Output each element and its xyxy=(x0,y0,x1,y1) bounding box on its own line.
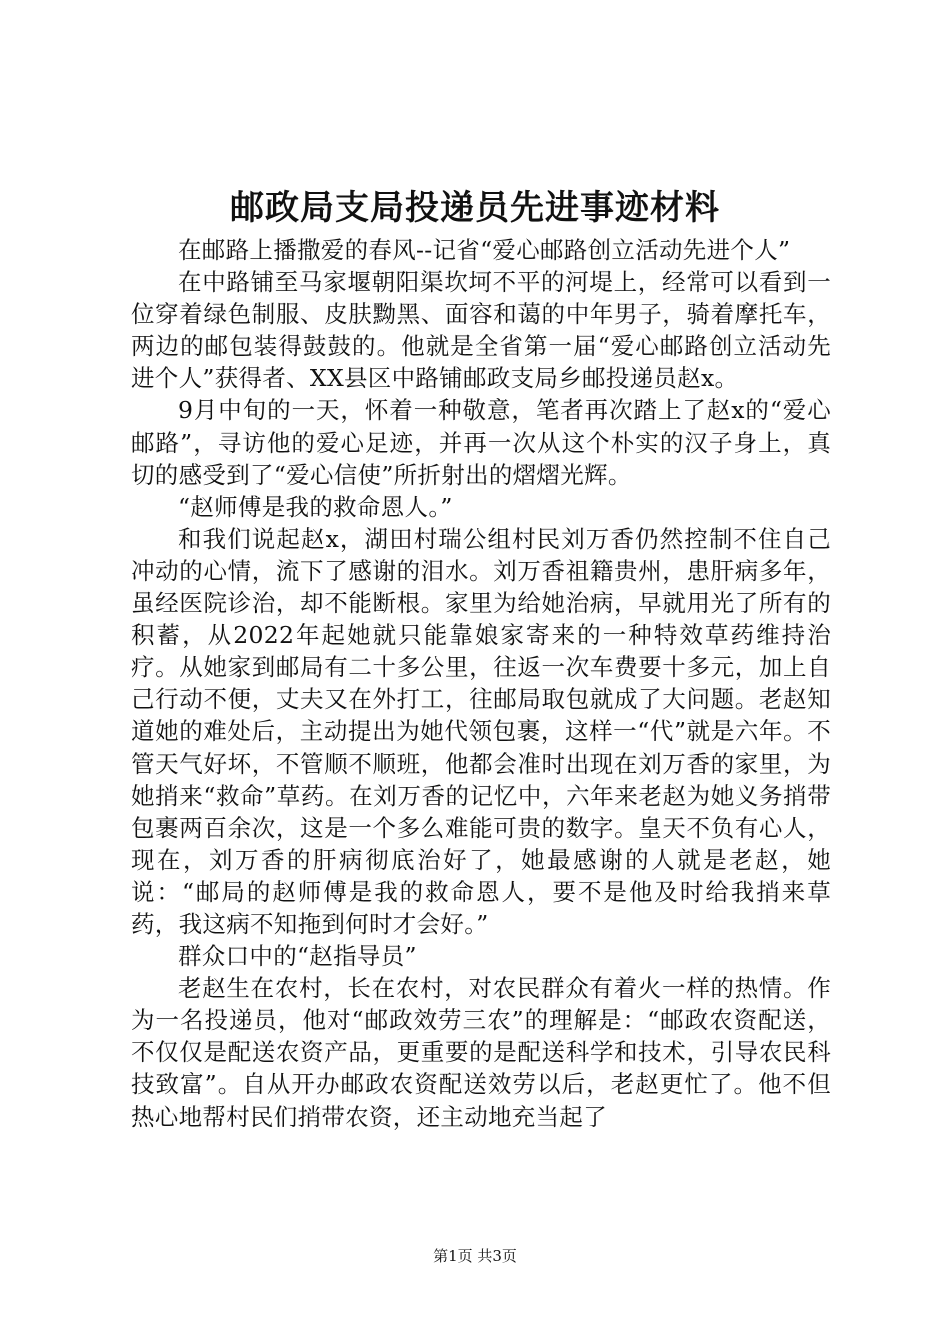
subtitle-paragraph: 在邮路上播撒爱的春风--记省“爱心邮路创立活动先进个人” xyxy=(178,236,791,264)
section-heading: 群众口中的“赵指导员” xyxy=(178,942,417,971)
body-paragraph: 在中路铺至马家堰朝阳渠坎坷不平的河堤上，经常可以看到一位穿着绿色制服、皮肤黝黑、面容和蔼的中年男子，骑着摩托车，两边的邮包装得鼓鼓的。他就是全省第一届“爱心邮路创立活动先进个人”获得者、XX县区中路铺邮政支局乡邮投递员赵x。 xyxy=(131,268,831,393)
page-footer xyxy=(0,1246,950,1266)
body-paragraph: 9月中旬的一天，怀着一种敬意，笔者再次踏上了赵x的“爱心邮路”，寻访他的爱心足迹，并再一次从这个朴实的汉子身上，真切的感受到了“爱心信使”所折射出的熠熠光辉。 xyxy=(131,396,831,489)
page-number: 第1页 xyxy=(433,1247,473,1265)
document-body xyxy=(131,234,831,1133)
body-paragraph: 老赵生在农村，长在农村，对农民群众有着火一样的热情。作为一名投递员，他对“邮政效劳三农”的理解是：“邮政农资配送，不仅仅是配送农资产品，更重要的是配送科学和技术，引导农民科技致富”。自从开办邮政农资配送效劳以后，老赵更忙了。他不但热心地帮村民们捎带农资，还主动地充当起了 xyxy=(131,974,831,1131)
page-total: 共3页 xyxy=(477,1247,517,1265)
document-title: 邮政局支局投递员先进事迹材料 xyxy=(230,188,720,228)
section-heading: “赵师傅是我的救命恩人。” xyxy=(178,492,453,521)
body-paragraph: 和我们说起赵x，湖田村瑞公组村民刘万香仍然控制不住自己冲动的心情，流下了感谢的泪水。刘万香祖籍贵州，患肝病多年，虽经医院诊治，却不能断根。家里为给她治病，早就用光了所有的积蓄，从2022年起她就只能靠娘家寄来的一种特效草药维持治疗。从她家到邮局有二十多公里，往返一次车费要十多元，加上自己行动不便，丈夫又在外打工，往邮局取包就成了大问题。老赵知道她的难处后，主动提出为她代领包裹，这样一“代”就是六年。不管天气好坏，不管顺不顺班，他都会准时出现在刘万香的家里，为她捎来“救命”草药。在刘万香的记忆中，六年来老赵为她义务捎带包裹两百余次，这是一个多么难能可贵的数字。皇天不负有心人，现在，刘万香的肝病彻底治好了，她最感谢的人就是老赵，她说：“邮局的赵师傅是我的救命恩人，要不是他及时给我捎来草药，我这病不知拖到何时才会好。” xyxy=(131,524,831,938)
